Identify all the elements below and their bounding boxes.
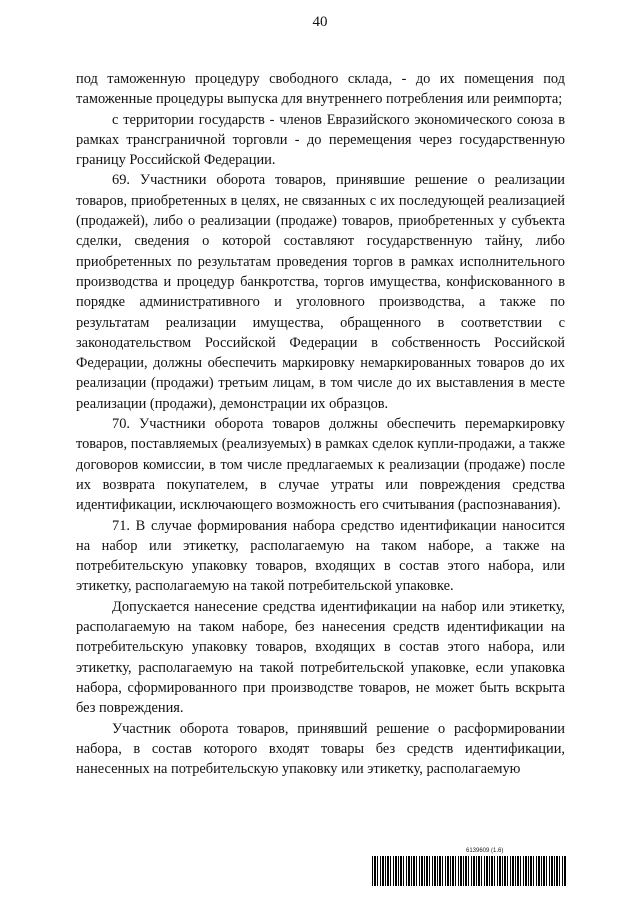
paragraph: 71. В случае формирования набора средство идентификации наносится на набор или этикетку, располагаемую на таком наборе, а также на потребительскую упаковку товаров, входящих в состав этого набора, или этикетку, располагаемую на такой потребительской упаковке. <box>76 517 565 595</box>
paragraph: с территории государств - членов Евразийского экономического союза в рамках трансграничной торговли - до перемещения через государственную границу Российской Федерации. <box>76 111 565 169</box>
page-number: 40 <box>312 14 328 30</box>
barcode-icon <box>372 856 567 886</box>
document-code: 6139609 (1.6) <box>466 848 504 854</box>
document-body <box>76 69 565 779</box>
paragraph: Допускается нанесение средства идентификации на набор или этикетку, располагаемую на таком наборе, без нанесения средств идентификации на потребительскую упаковку товаров, входящих в состав этого набора, или этикетку, располагаемую на такой потребительской упаковке, если упаковка набора, сформированного при производстве товаров, не может быть вскрыта без повреждения. <box>76 598 565 717</box>
paragraph: 70. Участники оборота товаров должны обеспечить перемаркировку товаров, поставляемых (реализуемых) в рамках сделок купли-продажи, а также договоров комиссии, в том числе предлагаемых к реализации (продаже) после их возврата покупателем, в случае утраты или повреждения средства идентификации, исключающего возможность его считывания (распознавания). <box>76 416 565 514</box>
paragraph: Участник оборота товаров, принявший решение о расформировании набора, в состав которого входят товары без средств идентификации, нанесенных на потребительскую упаковку или этикетку, располагаемую <box>76 720 565 778</box>
paragraph: под таможенную процедуру свободного склада, - до их помещения под таможенные процедуры выпуска для внутреннего потребления или реимпорта; <box>76 71 565 108</box>
paragraph: 69. Участники оборота товаров, принявшие решение о реализации товаров, приобретенных в целях, не связанных с их последующей реализацией (продажей), либо о реализации (продаже) товаров, приобретенных у субъекта сделки, сведения о которой составляют государственную тайну, либо приобретенных по результатам проведения торгов в рамках исполнительного производства и процедур банкротства, торгов имущества, конфискованного в порядке административного и уголовного производства, а также по результатам реализации имущества, обращенного в соответствии с законодательством Российской Федерации в собственность Российской Федерации, должны обеспечить маркировку немаркированных товаров до их реализации (продажи) третьим лицам, в том числе до их выставления в месте реализации (продажи), демонстрации их образцов. <box>76 172 565 412</box>
